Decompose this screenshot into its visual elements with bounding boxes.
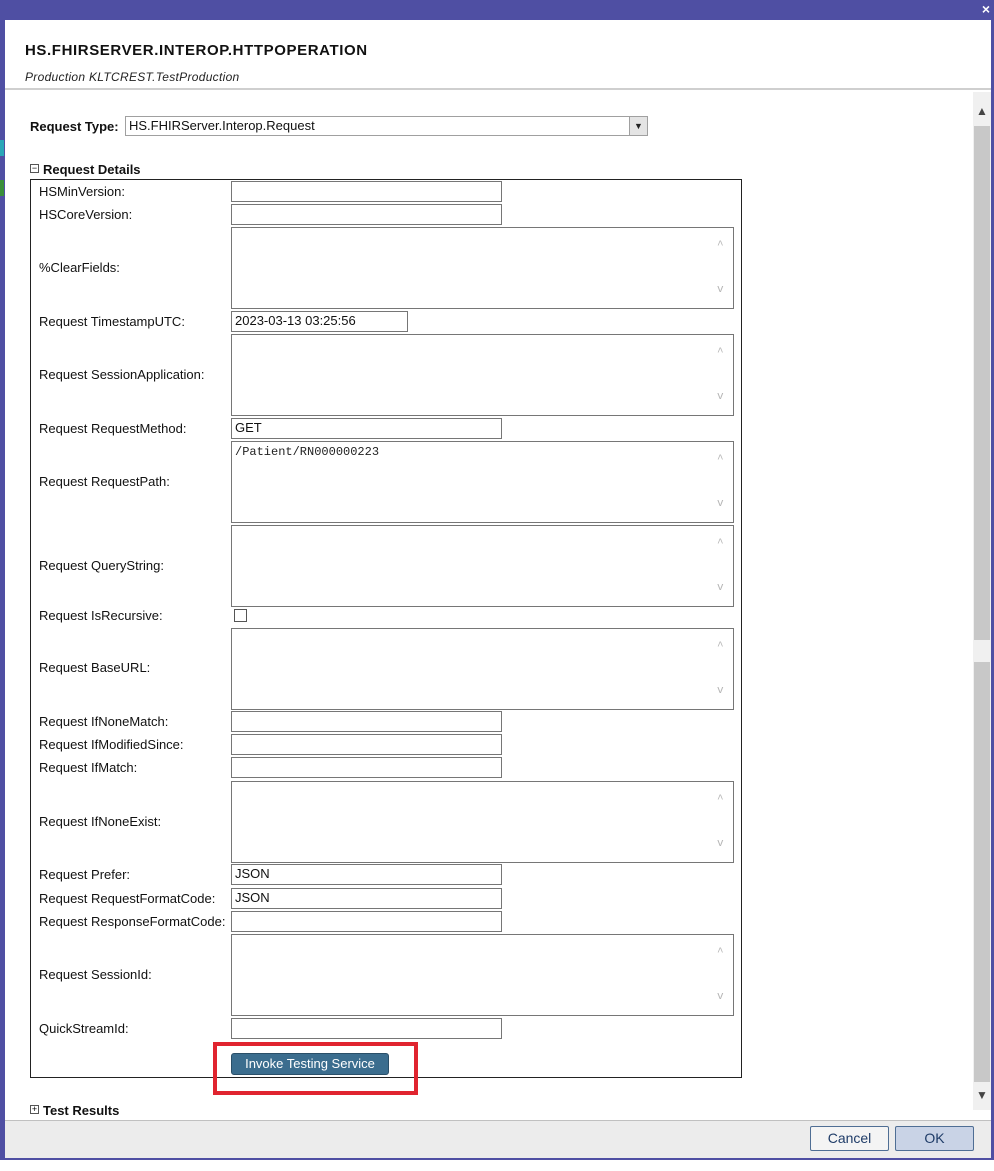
timestamp-utc-input[interactable]: 2023-03-13 03:25:56 <box>231 311 408 332</box>
dialog-header <box>5 20 991 90</box>
scroll-up-icon[interactable]: ^ <box>717 347 724 359</box>
clear-fields-textarea[interactable] <box>231 227 734 309</box>
test-results-heading[interactable]: Test Results <box>43 1103 120 1118</box>
scroll-up-arrow-icon[interactable]: ▲ <box>976 104 988 118</box>
invoke-testing-service-button[interactable]: Invoke Testing Service <box>231 1053 389 1075</box>
expand-icon[interactable]: + <box>31 1104 38 1114</box>
frame-bottom <box>0 1158 994 1171</box>
background-artifact <box>0 140 4 156</box>
page-title: HS.FHIRSERVER.INTEROP.HTTPOPERATION <box>25 42 368 59</box>
cancel-button[interactable]: Cancel <box>810 1126 889 1151</box>
field-label: Request IfNoneMatch: <box>39 714 169 729</box>
title-bar <box>0 0 994 20</box>
collapse-icon[interactable]: − <box>31 163 38 173</box>
request-details-panel <box>30 179 742 1078</box>
request-type-select[interactable] <box>125 116 648 136</box>
close-icon[interactable]: × <box>981 1 990 17</box>
request-format-code-input[interactable]: JSON <box>231 888 502 909</box>
scroll-down-icon[interactable]: v <box>717 991 724 1003</box>
ok-button[interactable]: OK <box>895 1126 974 1151</box>
scroll-down-icon[interactable]: v <box>717 498 724 510</box>
base-url-textarea[interactable] <box>231 628 734 710</box>
scroll-up-icon[interactable]: ^ <box>717 454 724 466</box>
quick-stream-id-input[interactable] <box>231 1018 502 1039</box>
session-id-textarea[interactable] <box>231 934 734 1016</box>
field-label: QuickStreamId: <box>39 1021 129 1036</box>
field-label: HSMinVersion: <box>39 184 125 199</box>
scroll-down-icon[interactable]: v <box>717 838 724 850</box>
dialog-content <box>5 92 973 1119</box>
scrollbar-track[interactable] <box>974 662 990 1082</box>
field-label: HSCoreVersion: <box>39 207 133 222</box>
field-label: Request IsRecursive: <box>39 608 163 623</box>
scroll-up-icon[interactable]: ^ <box>717 240 724 252</box>
request-path-value: /Patient/RN000000223 <box>235 445 380 459</box>
field-label: Request IfModifiedSince: <box>39 737 184 752</box>
field-label: Request RequestFormatCode: <box>39 891 216 906</box>
vertical-scrollbar[interactable] <box>973 92 991 1110</box>
request-path-textarea[interactable] <box>231 441 734 523</box>
field-label: Request TimestampUTC: <box>39 314 185 329</box>
response-format-code-input[interactable] <box>231 911 502 932</box>
query-string-textarea[interactable] <box>231 525 734 607</box>
background-artifact <box>0 180 4 196</box>
is-recursive-checkbox[interactable] <box>234 609 247 622</box>
scroll-down-icon[interactable]: v <box>717 284 724 296</box>
field-label: Request IfMatch: <box>39 760 138 775</box>
if-modified-since-input[interactable] <box>231 734 502 755</box>
if-match-input[interactable] <box>231 757 502 778</box>
field-label: Request RequestMethod: <box>39 421 187 436</box>
request-type-label: Request Type: <box>30 119 119 134</box>
field-label: Request IfNoneExist: <box>39 814 162 829</box>
scrollbar-thumb[interactable] <box>974 126 990 640</box>
scroll-down-icon[interactable]: v <box>717 685 724 697</box>
prefer-input[interactable]: JSON <box>231 864 502 885</box>
highlight-annotation <box>213 1042 418 1095</box>
page-subtitle: Production KLTCREST.TestProduction <box>25 70 240 84</box>
field-label: Request RequestPath: <box>39 474 170 489</box>
dropdown-arrow-icon[interactable]: ▼ <box>629 117 647 135</box>
field-label: Request Prefer: <box>39 867 131 882</box>
field-label: Request QueryString: <box>39 558 165 573</box>
request-method-input[interactable]: GET <box>231 418 502 439</box>
field-label: Request SessionApplication: <box>39 367 205 382</box>
hs-core-version-input[interactable] <box>231 204 502 225</box>
scroll-down-icon[interactable]: v <box>717 391 724 403</box>
scroll-up-icon[interactable]: ^ <box>717 947 724 959</box>
scroll-up-icon[interactable]: ^ <box>717 794 724 806</box>
if-none-match-input[interactable] <box>231 711 502 732</box>
hs-min-version-input[interactable] <box>231 181 502 202</box>
session-application-textarea[interactable] <box>231 334 734 416</box>
field-label: Request BaseURL: <box>39 660 151 675</box>
scroll-up-icon[interactable]: ^ <box>717 641 724 653</box>
field-label: %ClearFields: <box>39 260 120 275</box>
field-label: Request ResponseFormatCode: <box>39 914 226 929</box>
request-details-heading[interactable]: Request Details <box>43 162 141 177</box>
request-type-value: HS.FHIRServer.Interop.Request <box>129 118 315 133</box>
scroll-up-icon[interactable]: ^ <box>717 538 724 550</box>
field-label: Request SessionId: <box>39 967 152 982</box>
if-none-exist-textarea[interactable] <box>231 781 734 863</box>
scroll-down-arrow-icon[interactable]: ▼ <box>976 1088 988 1102</box>
scroll-down-icon[interactable]: v <box>717 582 724 594</box>
dialog-footer <box>5 1120 991 1158</box>
